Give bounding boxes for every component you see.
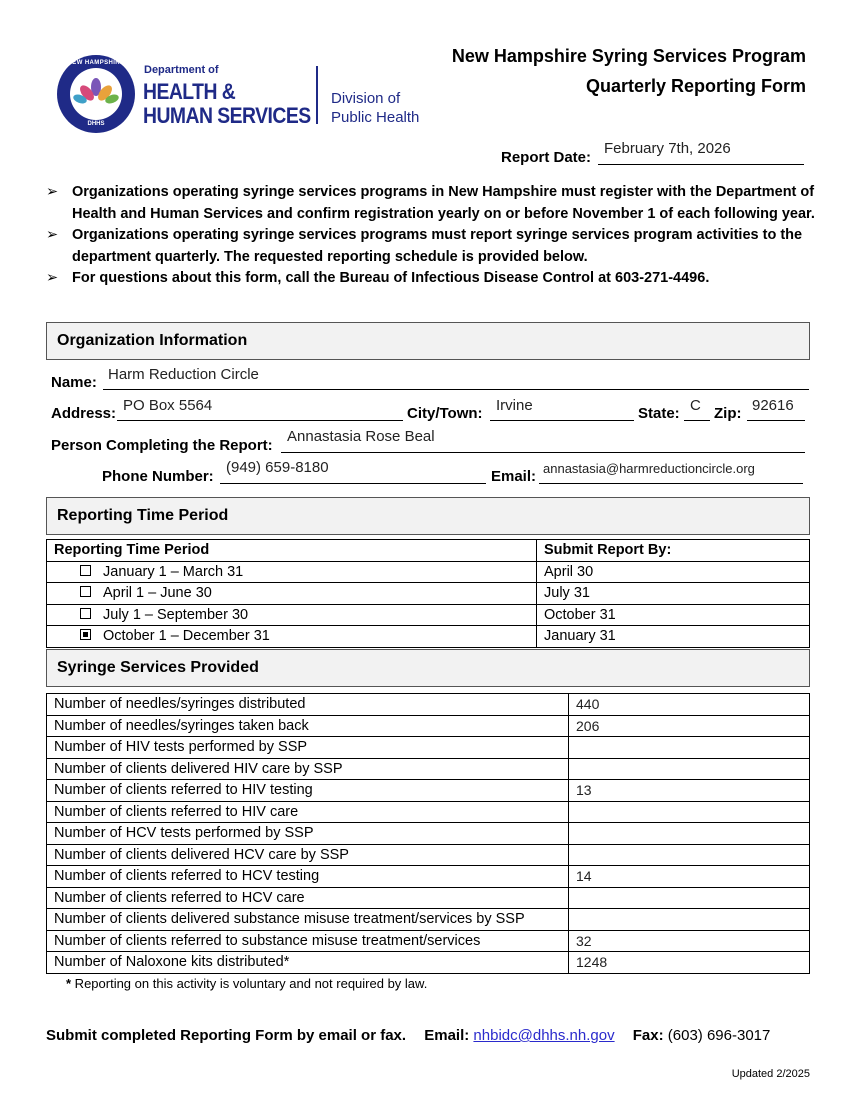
instructions-list (46, 182, 816, 290)
phone-line (220, 483, 486, 484)
services-section-header: Syringe Services Provided (46, 649, 810, 687)
service-label: Number of clients referred to HIV care (47, 801, 569, 823)
period-checkbox[interactable] (80, 586, 91, 597)
seal-flower-icon (70, 68, 122, 120)
due-cell: January 31 (537, 626, 810, 648)
table-row (47, 844, 810, 866)
email-field[interactable]: annastasia@harmreductioncircle.org (543, 461, 755, 476)
submit-footer (46, 1027, 770, 1044)
service-value-field[interactable]: 13 (569, 780, 810, 802)
period-checkbox[interactable] (80, 608, 91, 619)
due-cell: April 30 (537, 561, 810, 583)
service-value-field[interactable]: 1248 (569, 952, 810, 974)
table-row (47, 561, 810, 583)
due-cell: July 31 (537, 583, 810, 605)
period-checkbox[interactable] (80, 565, 91, 576)
service-label: Number of clients referred to HIV testing (47, 780, 569, 802)
service-value-field[interactable]: 206 (569, 715, 810, 737)
service-label: Number of clients referred to HCV care (47, 887, 569, 909)
name-line (103, 389, 809, 390)
email-line (539, 483, 803, 484)
dept-name (143, 80, 311, 128)
service-label: Number of HIV tests performed by SSP (47, 737, 569, 759)
division-line2: Public Health (331, 109, 420, 126)
instruction-item: ➢ Organizations operating syringe services programs must report syringe services program activities to the department quarterly. The requested reporting schedule is provided below. (46, 227, 803, 265)
service-value-field[interactable] (569, 887, 810, 909)
service-label: Number of clients delivered HIV care by SSP (47, 758, 569, 780)
address-line (117, 420, 403, 421)
service-label: Number of needles/syringes distributed (47, 694, 569, 716)
period-cell: January 1 – March 31 (47, 561, 537, 583)
table-row (47, 866, 810, 888)
service-value-field[interactable] (569, 737, 810, 759)
form-title-line1: New Hampshire Syring Services Program (451, 46, 806, 66)
city-line (490, 420, 634, 421)
logo-divider (316, 66, 318, 124)
dhhs-seal-logo (57, 55, 135, 133)
period-checkbox[interactable] (80, 629, 91, 640)
seal-bottom-text: DHHS (87, 121, 105, 127)
arrow-bullet-icon: ➢ (46, 227, 59, 243)
phone-label: Phone Number: (102, 468, 214, 485)
footer-fax-number: (603) 696-3017 (667, 1027, 771, 1044)
service-value-field[interactable]: 14 (569, 866, 810, 888)
phone-field[interactable]: (949) 659-8180 (226, 459, 329, 476)
table-row (47, 604, 810, 626)
instruction-item: ➢ Organizations operating syringe services programs in New Hampshire must register with the Department of Health and Human Services and confirm registration yearly on or before November 1 of each following year. (46, 184, 815, 222)
division-line1: Division of (331, 90, 401, 107)
table-row (47, 626, 810, 648)
updated-note: Updated 2/2025 (731, 1068, 810, 1080)
table-row (47, 540, 810, 562)
footer-email-link[interactable]: nhbidc@dhhs.nh.gov (473, 1027, 615, 1044)
service-value-field[interactable]: 440 (569, 694, 810, 716)
footnote: * Reporting on this activity is voluntary and not required by law. (66, 976, 428, 991)
period-col-header: Reporting Time Period (47, 540, 537, 562)
table-row (47, 801, 810, 823)
arrow-bullet-icon: ➢ (46, 184, 59, 200)
service-label: Number of needles/syringes taken back (47, 715, 569, 737)
org-section-header: Organization Information (46, 322, 810, 360)
person-line (281, 452, 805, 453)
address-field[interactable]: PO Box 5564 (123, 397, 213, 414)
report-date-field[interactable]: February 7th, 2026 (604, 140, 731, 157)
dept-line2: HUMAN SERVICES (143, 103, 311, 128)
report-date-line (598, 164, 804, 165)
service-label: Number of clients delivered HCV care by SSP (47, 844, 569, 866)
arrow-bullet-icon: ➢ (46, 270, 59, 286)
service-value-field[interactable] (569, 801, 810, 823)
table-row (47, 909, 810, 931)
state-label: State: (638, 405, 680, 422)
table-row (47, 887, 810, 909)
service-label: Number of clients delivered substance misuse treatment/services by SSP (47, 909, 569, 931)
table-row (47, 952, 810, 974)
service-label: Number of clients referred to substance misuse treatment/services (47, 930, 569, 952)
table-row (47, 715, 810, 737)
table-row (47, 583, 810, 605)
period-cell: April 1 – June 30 (47, 583, 537, 605)
submit-instruction: Submit completed Reporting Form by email or fax. (46, 1027, 407, 1044)
table-row (47, 930, 810, 952)
zip-label: Zip: (714, 405, 742, 422)
email-label: Email: (491, 468, 537, 485)
form-title-line2: Quarterly Reporting Form (585, 76, 806, 96)
person-label: Person Completing the Report: (51, 437, 273, 454)
service-label: Number of Naloxone kits distributed* (47, 952, 569, 974)
service-label: Number of HCV tests performed by SSP (47, 823, 569, 845)
state-line (684, 420, 710, 421)
zip-field[interactable]: 92616 (752, 397, 794, 414)
division-name (331, 89, 419, 127)
period-cell: July 1 – September 30 (47, 604, 537, 626)
city-field[interactable]: Irvine (496, 397, 533, 414)
table-row (47, 737, 810, 759)
table-row (47, 758, 810, 780)
zip-line (747, 420, 805, 421)
service-value-field[interactable] (569, 844, 810, 866)
footer-fax-label: Fax: (632, 1027, 664, 1044)
due-cell: October 31 (537, 604, 810, 626)
service-value-field[interactable]: 32 (569, 930, 810, 952)
instruction-item: ➢ For questions about this form, call the Bureau of Infectious Disease Control at 603-271-4496. (46, 268, 816, 290)
footer-email-label: Email: (424, 1027, 470, 1044)
report-date-label: Report Date: (501, 149, 592, 166)
due-col-header: Submit Report By: (537, 540, 810, 562)
dept-line1: HEALTH & (143, 79, 236, 104)
seal-top-text: NEW HAMPSHIRE (67, 60, 125, 66)
services-table (46, 693, 810, 974)
table-row (47, 780, 810, 802)
service-value-field[interactable] (569, 909, 810, 931)
period-table (46, 539, 810, 648)
period-cell: October 1 – December 31 (47, 626, 537, 648)
service-value-field[interactable] (569, 758, 810, 780)
dept-small-text: Department of (144, 64, 219, 76)
name-label: Name: (51, 374, 97, 391)
table-row (47, 823, 810, 845)
person-field[interactable]: Annastasia Rose Beal (287, 428, 435, 445)
city-label: City/Town: (407, 405, 483, 422)
state-field[interactable]: C (690, 397, 701, 414)
period-section-header: Reporting Time Period (46, 497, 810, 535)
service-value-field[interactable] (569, 823, 810, 845)
service-label: Number of clients referred to HCV testing (47, 866, 569, 888)
address-label: Address: (51, 405, 117, 422)
name-field[interactable]: Harm Reduction Circle (108, 366, 259, 383)
table-row (47, 694, 810, 716)
